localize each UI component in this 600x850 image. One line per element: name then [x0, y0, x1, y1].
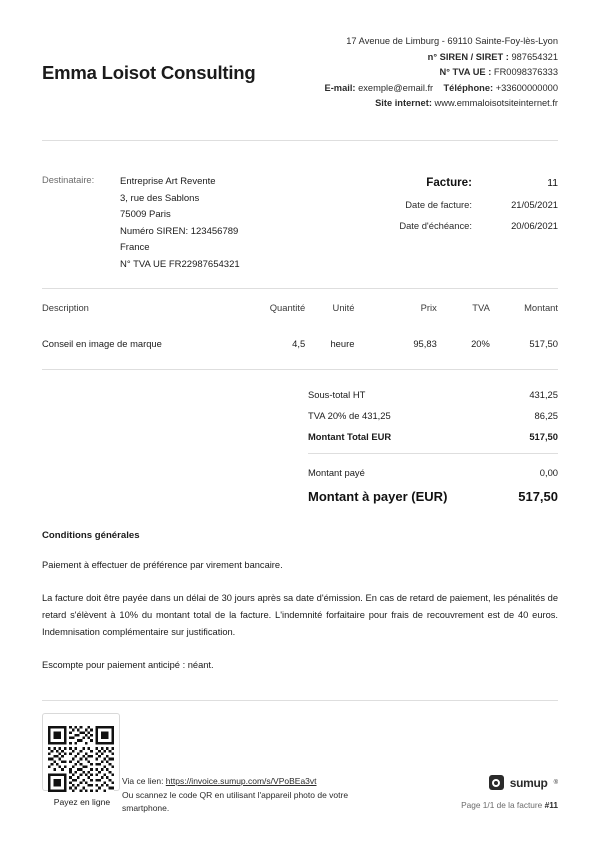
totals-block — [308, 384, 558, 447]
tva-label: TVA 20% de 431,25 — [308, 410, 391, 421]
amount-due-label: Montant à payer (EUR) — [308, 489, 448, 504]
issuer-tva-value: FR0098376333 — [493, 67, 558, 77]
recipient-address — [120, 174, 240, 273]
issuer-details — [325, 34, 559, 112]
tva-row — [308, 405, 558, 426]
invoice-header — [42, 34, 558, 134]
terms-paragraph-2: La facture doit être payée dans un délai de 30 jours après sa date d'émission. En cas de retard de paiement, les pénalités de retard s'élèvent à 10% du montant total de la facture. L'indemnité forfaitaire pour frais de recouvrement est de 40 euros. Indemnisation complémentaire sur justification. — [42, 593, 558, 637]
items-bottom-divider — [42, 369, 558, 370]
sumup-wordmark: sumup — [509, 775, 548, 790]
pay-link-prefix: Via ce lien: — [122, 776, 166, 786]
column-header-unit: Unité — [332, 302, 355, 313]
paid-row — [308, 467, 558, 478]
terms-paragraph-3: Escompte pour paiement anticipé : néant. — [42, 660, 214, 670]
footer-divider — [42, 700, 558, 701]
issuer-website-row — [325, 96, 559, 112]
tva-value: 86,25 — [534, 410, 558, 421]
issuer-contact-row — [325, 81, 559, 97]
issuer-phone-label: Téléphone: — [443, 82, 494, 93]
invoice-meta — [308, 172, 558, 236]
terms-section — [42, 530, 558, 674]
recipient-line: Numéro SIREN: 123456789 — [120, 225, 239, 237]
subtotal-label: Sous-total HT — [308, 389, 366, 400]
issuer-phone-value: +33600000000 — [495, 82, 558, 93]
recipient-line: N° TVA UE FR22987654321 — [120, 258, 240, 270]
table-row — [42, 324, 558, 364]
issuer-website-label: Site internet: — [375, 98, 432, 108]
column-header-tva: TVA — [472, 302, 490, 313]
terms-paragraph-1: Paiement à effectuer de préférence par virement bancaire. — [42, 560, 283, 570]
issuer-siren-label: n° SIREN / SIRET : — [427, 51, 509, 62]
cell-tva: 20% — [471, 338, 490, 349]
sumup-trademark: ® — [553, 779, 558, 786]
recipient-line: Entreprise Art Revente — [120, 176, 216, 187]
page-info — [461, 800, 558, 810]
paid-label: Montant payé — [308, 467, 365, 478]
company-name: Emma Loisot Consulting — [42, 62, 256, 83]
cell-description: Conseil en image de marque — [42, 338, 162, 349]
invoice-date-row — [308, 194, 558, 215]
terms-title: Conditions générales — [42, 530, 140, 541]
invoice-number-value: 11 — [547, 178, 558, 189]
amount-due-row — [308, 489, 558, 504]
totals-divider — [308, 453, 558, 454]
column-header-quantity: Quantité — [269, 302, 306, 313]
column-header-amount: Montant — [524, 302, 558, 313]
amount-due-value: 517,50 — [518, 489, 558, 504]
invoice-due-value: 20/06/2021 — [511, 220, 558, 231]
issuer-siren-value: 987654321 — [511, 51, 558, 62]
total-row — [308, 426, 558, 447]
page-info-middle: de la facture — [494, 800, 545, 810]
items-table — [42, 288, 558, 364]
issuer-tva-row — [325, 65, 559, 81]
recipient-label: Destinataire: — [42, 175, 95, 185]
cell-amount: 517,50 — [529, 338, 558, 349]
issuer-tva-label: N° TVA UE : — [439, 67, 492, 77]
issuer-email-label: E-mail: — [324, 82, 356, 93]
invoice-number-label: Facture: — [426, 176, 472, 189]
column-header-description: Description — [42, 302, 89, 313]
payment-link[interactable]: https://invoice.sumup.com/s/VPoBEa3vt — [165, 776, 317, 786]
header-divider — [42, 140, 558, 141]
sumup-mark-icon — [489, 775, 504, 790]
invoice-due-row — [308, 215, 558, 236]
issuer-website-value: www.emmaloisotsiteinternet.fr — [434, 98, 558, 108]
recipient-line: France — [120, 242, 150, 253]
sumup-logo — [489, 775, 558, 790]
paid-value: 0,00 — [539, 467, 558, 478]
total-label: Montant Total EUR — [308, 431, 392, 442]
cell-unit: heure — [330, 338, 355, 349]
cell-price: 95,83 — [413, 338, 437, 349]
issuer-siren-row — [325, 50, 559, 66]
issuer-address: 17 Avenue de Limburg - 69110 Sainte-Foy-lès-Lyon — [346, 36, 558, 46]
column-header-price: Prix — [420, 302, 437, 313]
qr-code-icon[interactable] — [48, 726, 114, 792]
paid-block — [308, 467, 558, 478]
subtotal-row — [308, 384, 558, 405]
invoice-date-label: Date de facture: — [405, 199, 472, 210]
recipient-line: 75009 Paris — [120, 209, 171, 220]
items-header-row — [42, 288, 558, 324]
page-info-prefix: Page 1/1 — [461, 800, 495, 810]
page-info-number: #11 — [544, 800, 558, 810]
cell-quantity: 4,5 — [292, 338, 306, 349]
invoice-due-label: Date d'échéance: — [399, 220, 472, 231]
invoice-number-row — [308, 172, 558, 194]
invoice-date-value: 21/05/2021 — [511, 199, 558, 210]
subtotal-value: 431,25 — [529, 389, 558, 400]
recipient-line: 3, rue des Sablons — [120, 192, 200, 204]
total-value: 517,50 — [529, 431, 558, 442]
pay-instruction-text: Ou scannez le code QR en utilisant l'appareil photo de votre smartphone. — [122, 789, 349, 813]
payment-instructions — [122, 775, 372, 816]
qr-caption: Payez en ligne — [53, 797, 111, 807]
issuer-email-value: exemple@email.fr — [358, 82, 434, 93]
